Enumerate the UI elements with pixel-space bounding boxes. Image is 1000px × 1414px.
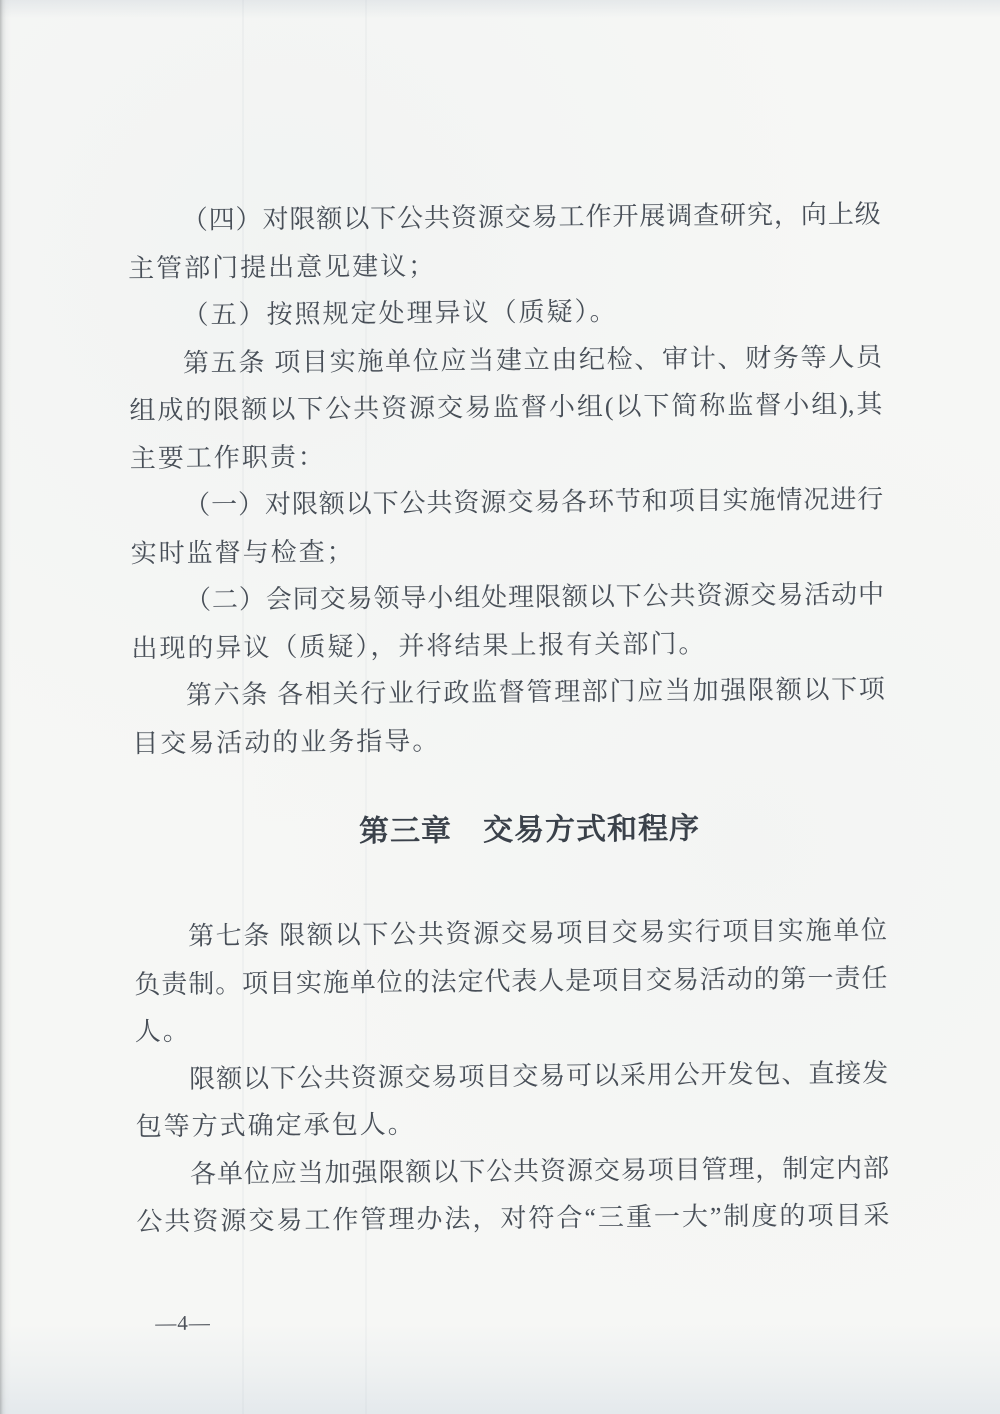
text-line: （五）按照规定处理异议（质疑）。 [182, 296, 618, 330]
text-line: 实时监督与检查； [130, 536, 355, 568]
text-line: 组成的限额以下公共资源交易监督小组(以下简称监督小组),其 [129, 389, 883, 426]
text-line: 主管部门提出意见建议； [128, 251, 437, 283]
text-line: 公共资源交易工作管理办法，对符合“三重一大”制度的项目采 [136, 1200, 890, 1237]
text-line: 包等方式确定承包人。 [135, 1109, 416, 1142]
text-line: 人。 [134, 1016, 191, 1047]
text-line: （二）会同交易领导小组处理限额以下公共资源交易活动中 [184, 579, 885, 615]
text-line: 第七条 限额以下公共资源交易项目交易实行项目实施单位 [187, 915, 888, 951]
document-text [128, 191, 890, 1246]
text-line: 限额以下公共资源交易项目交易可以采用公开发包、直接发 [189, 1058, 889, 1094]
text-line: 出现的异议（质疑），并将结果上报有关部门。 [131, 628, 707, 663]
page-number: —4— [155, 1310, 211, 1336]
text-line: 目交易活动的业务指导。 [132, 726, 441, 758]
text-line: 负责制。项目实施单位的法定代表人是项目交易活动的第一责任 [134, 963, 888, 999]
text-line: （一）对限额以下公共资源交易各环节和项目实施情况进行 [184, 484, 884, 520]
text-line: 各单位应当加强限额以下公共资源交易项目管理，制定内部 [189, 1153, 890, 1189]
text-line: （四）对限额以下公共资源交易工作开展调查研究，向上级 [181, 199, 881, 235]
text-line: 主要工作职责： [129, 442, 326, 473]
chapter-heading: 第三章 交易方式和程序 [358, 812, 701, 849]
text-line: 第五条 项目实施单位应当建立由纪检、审计、财务等人员 [182, 342, 883, 378]
text-line: 第六条 各相关行业行政监督管理部门应当加强限额以下项 [185, 674, 885, 710]
